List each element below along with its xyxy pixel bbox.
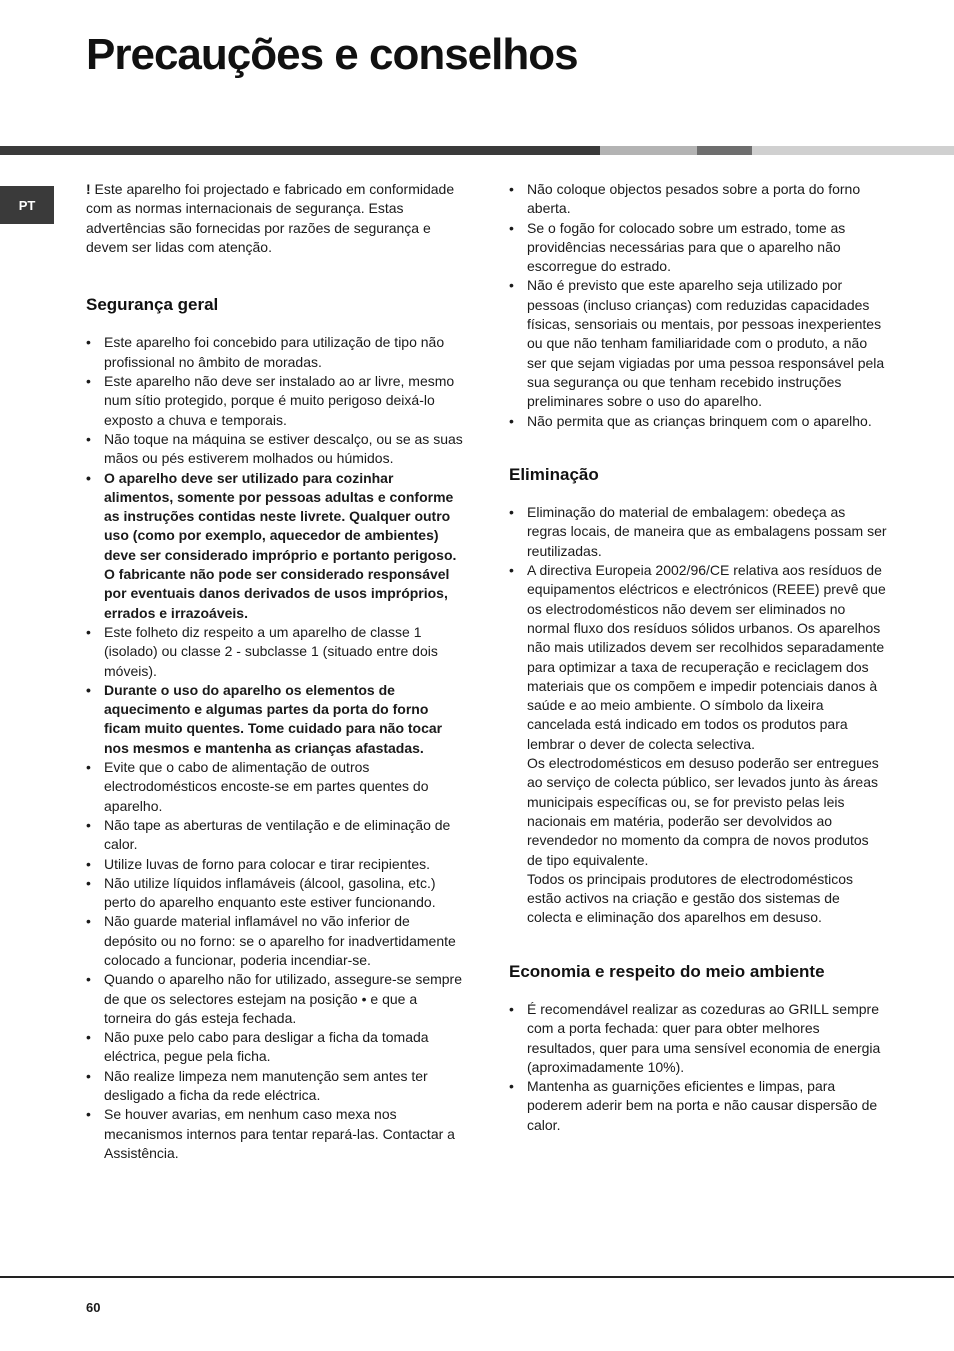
- list-item: • Se houver avarias, em nenhum caso mexa nos mecanismos internos para tentar repará-las. Contactar a Assistência.: [86, 1105, 466, 1163]
- list-item: • A directiva Europeia 2002/96/CE relativa aos resíduos de equipamentos eléctricos e electrónicos (REEE) prevê que os electrodomésticos não devem ser eliminados no normal fluxo dos resíduos sólidos urbanos. Os aparelhos não mais utilizados devem ser recolhidos separadamente para optimizar a taxa de recuperação e reciclagem dos materiais que os compõem e impedir potenciais danos à saúde e ao meio ambiente. O símbolo da lixeira cancelada está indicado em todos os produtos para lembrar o dever de colecta selectiva.: [509, 561, 887, 754]
- list-item: • Eliminação do material de embalagem: obedeça as regras locais, de maneira que as embalagens possam ser reutilizadas.: [509, 503, 887, 561]
- intro-text: Este aparelho foi projectado e fabricado em conformidade com as normas internacionais de segurança. Estas advertências são fornecidas por razões de segurança e devem ser lidas com atenção.: [86, 181, 455, 255]
- header-band-pale: [752, 146, 954, 155]
- list-item-warning: • Durante o uso do aparelho os elementos de aquecimento e algumas partes da porta do forno ficam muito quentes. Tome cuidado para não tocar nos mesmos e mantenha as crianças afastadas.: [86, 681, 466, 758]
- list-item: • Utilize luvas de forno para colocar e tirar recipientes.: [86, 855, 466, 874]
- list-item: • Não tape as aberturas de ventilação e de eliminação de calor.: [86, 816, 466, 855]
- list-item: • Não utilize líquidos inflamáveis (álcool, gasolina, etc.) perto do aparelho enquanto este estiver funcionando.: [86, 874, 466, 913]
- eliminacao-paragraph: Os electrodomésticos em desuso poderão ser entregues ao serviço de colecta público, ser levados junto às áreas municipais específicas ou, se for previsto pelas leis nacionais em matéria, poderão ser devolvidos ao revendedor no momento da compra de novos produtos de tipo equivalente.: [527, 755, 879, 868]
- list-item: • Não realize limpeza nem manutenção sem antes ter desligado a ficha da rede eléctrica.: [86, 1067, 466, 1106]
- eliminacao-list: [509, 503, 887, 754]
- section-heading-economia: Economia e respeito do meio ambiente: [509, 961, 825, 981]
- list-item: • É recomendável realizar as cozeduras ao GRILL sempre com a porta fechada: quer para obter melhores resultados, quer para uma sensível economia de energia (aproximadamente 10%).: [509, 1000, 887, 1077]
- list-item: • Este aparelho foi concebido para utilização de tipo não profissional no âmbito de moradas.: [86, 333, 466, 372]
- list-item: • Este aparelho não deve ser instalado ao ar livre, mesmo num sítio protegido, porque é muito perigoso deixá-lo exposto a chuva e temporais.: [86, 372, 466, 430]
- header-band-mid: [697, 146, 752, 155]
- list-item: • Não permita que as crianças brinquem com o aparelho.: [509, 412, 887, 431]
- section-heading-eliminacao: Eliminação: [509, 464, 599, 484]
- header-band-dark: [0, 146, 600, 155]
- footer-rule: [0, 1276, 954, 1278]
- page-title: Precauções e conselhos: [86, 30, 578, 79]
- language-tab: PT: [0, 186, 54, 224]
- left-column: [86, 180, 466, 1163]
- header-band-light: [600, 146, 697, 155]
- list-item: • Não toque na máquina se estiver descalço, ou se as suas mãos ou pés estiverem molhados ou húmidos.: [86, 430, 466, 469]
- eliminacao-paragraph: Todos os principais produtores de electrodomésticos estão activos na criação e gestão dos sistemas de colecta e eliminação dos aparelhos em desuso.: [527, 870, 854, 926]
- list-item: • Não puxe pelo cabo para desligar a ficha da tomada eléctrica, pegue pela ficha.: [86, 1028, 466, 1067]
- seguranca-list-continued: [509, 180, 887, 431]
- list-item: • Não é previsto que este aparelho seja utilizado por pessoas (incluso crianças) com reduzidas capacidades físicas, sensoriais ou mentais, por pessoas inexperientes ou que não tenham familiaridade com o produto, a não ser que sejam vigiadas por uma pessoa responsável pela sua segurança ou que tenham recebido instruções preliminares sobre o uso do aparelho.: [509, 276, 887, 411]
- list-item: • Não guarde material inflamável no vão inferior de depósito ou no forno: se o aparelho for inadvertidamente colocado a funcionar, poderia incendiar-se.: [86, 912, 466, 970]
- list-item-warning: • O aparelho deve ser utilizado para cozinhar alimentos, somente por pessoas adultas e conforme as instruções contidas neste livrete. Qualquer outro uso (como por exemplo, aquecedor de ambientes) deve ser considerado impróprio e portanto perigoso. O fabricante não pode ser considerado responsável por eventuais danos derivados de usos impróprios, errados e irrazoáveis.: [86, 469, 466, 623]
- list-item: • Este folheto diz respeito a um aparelho de classe 1 (isolado) ou classe 2 - subclasse 1 (situado entre dois móveis).: [86, 623, 466, 681]
- intro-paragraph: [86, 180, 466, 257]
- seguranca-list: [86, 333, 466, 1163]
- list-item: • Mantenha as guarnições eficientes e limpas, para poderem aderir bem na porta e não causar dispersão de calor.: [509, 1077, 887, 1135]
- list-item: • Evite que o cabo de alimentação de outros electrodomésticos encoste-se em partes quentes do aparelho.: [86, 758, 466, 816]
- economia-list: [509, 1000, 887, 1135]
- list-item: • Quando o aparelho não for utilizado, assegure-se sempre de que os selectores estejam na posição • e que a torneira do gás esteja fechada.: [86, 970, 466, 1028]
- section-heading-seguranca: Segurança geral: [86, 295, 219, 315]
- warning-mark: !: [86, 181, 91, 197]
- page-number: 60: [86, 1300, 101, 1315]
- list-item: • Se o fogão for colocado sobre um estrado, tome as providências necessárias para que o aparelho não escorregue do estrado.: [509, 219, 887, 277]
- right-column: [509, 180, 887, 1135]
- list-item: • Não coloque objectos pesados sobre a porta do forno aberta.: [509, 180, 887, 219]
